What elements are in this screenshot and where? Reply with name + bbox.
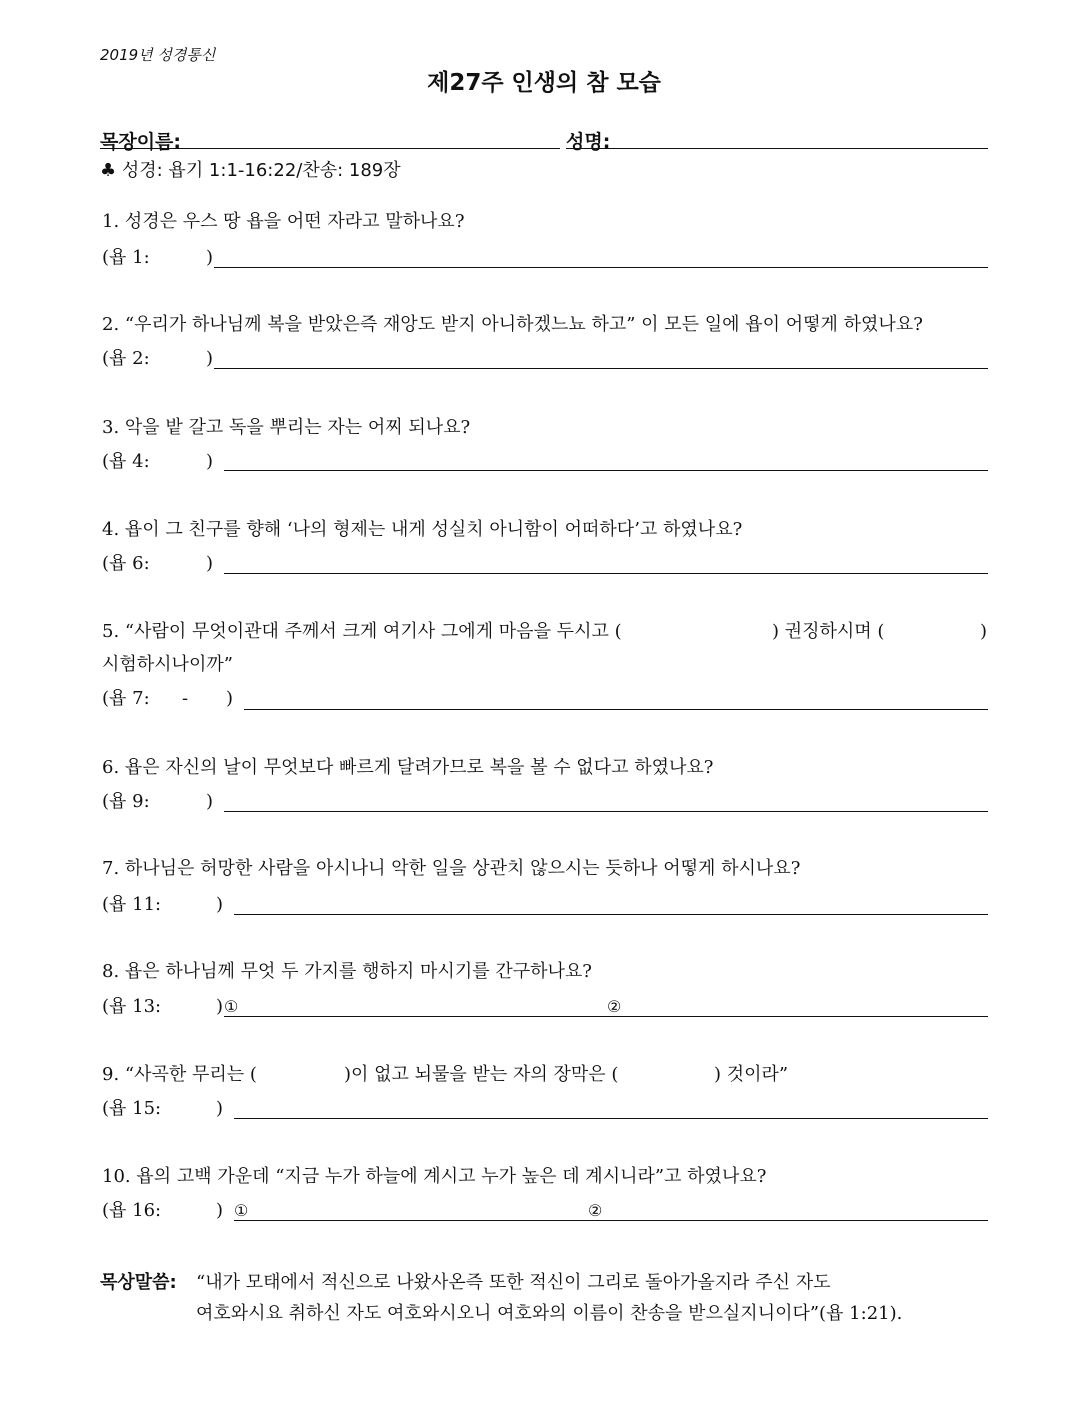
question-5-ref-close: ): [226, 688, 234, 709]
question-3-ref-close: ): [206, 451, 214, 472]
question-7: 7. 하나님은 허망한 사람을 아시나니 악한 일을 상관치 않으시는 듯하나 어떻게 하시나요?: [102, 858, 801, 879]
answer-line-3[interactable]: [224, 470, 988, 471]
group-name-label: 목장이름:: [100, 131, 182, 153]
page-title: 제27주 인생의 참 모습: [427, 70, 661, 96]
question-9-blank-close-1: )이 없고 뇌물을 받는 자의 장막은 (: [344, 1064, 619, 1085]
question-5-line2: 시험하시나이까”: [102, 654, 233, 675]
answer-line-6[interactable]: [224, 811, 988, 812]
question-3-ref: (욥 4:: [102, 451, 150, 472]
question-2-ref: (욥 2:: [102, 348, 150, 369]
motto-verse-line-2: 여호와시요 취하신 자도 여호와시오니 여호와의 이름이 찬송을 받으실지니이다”(욥 1:21).: [196, 1303, 903, 1324]
answer-8-mark-1: ①: [224, 997, 239, 1016]
scripture-row: [100, 156, 401, 182]
question-5-ref-dash: -: [182, 688, 189, 709]
answer-line-8[interactable]: [224, 1016, 988, 1017]
answer-line-2[interactable]: [214, 368, 988, 369]
answer-line-1[interactable]: [214, 267, 988, 268]
answer-10-mark-1: ①: [234, 1201, 249, 1220]
question-5-blank-close-1: ) 권징하시며 (: [772, 621, 885, 642]
question-6-ref-close: ): [206, 791, 214, 812]
question-4-ref: (욥 6:: [102, 553, 150, 574]
question-7-ref-close: ): [216, 894, 224, 915]
motto-label: 목상말씀:: [100, 1272, 177, 1293]
answer-line-5[interactable]: [244, 709, 988, 710]
question-5-ref: (욥 7:: [102, 688, 150, 709]
question-1-ref: (욥 1:: [102, 247, 150, 268]
question-9-ref-close: ): [216, 1098, 224, 1119]
question-7-ref: (욥 11:: [102, 894, 162, 915]
scripture-text: 성경: 욥기 1:1-16:22/찬송: 189장: [121, 160, 401, 181]
question-6-ref: (욥 9:: [102, 791, 150, 812]
question-2-ref-close: ): [206, 348, 214, 369]
question-4: 4. 욥이 그 친구를 향해 ‘나의 형제는 내게 성실치 아니함이 어떠하다’고 하였나요?: [102, 519, 743, 540]
answer-line-9[interactable]: [234, 1118, 988, 1119]
question-5-blank-close-2: ): [980, 621, 988, 642]
question-10-ref-close: ): [216, 1200, 224, 1221]
club-suit-icon: ♣: [100, 160, 117, 181]
question-6: 6. 욥은 자신의 날이 무엇보다 빠르게 달려가므로 복을 볼 수 없다고 하였나요?: [102, 757, 714, 778]
question-9-blank-close-2: ) 것이라”: [714, 1064, 789, 1085]
question-1-ref-close: ): [206, 247, 214, 268]
answer-line-7[interactable]: [234, 914, 988, 915]
question-5: 5. “사람이 무엇이관대 주께서 크게 여기사 그에게 마음을 두시고 (: [102, 621, 622, 642]
question-8-ref-close: ): [216, 996, 224, 1017]
motto-verse-line-1: “내가 모태에서 적신으로 나왔사온즉 또한 적신이 그리로 돌아가올지라 주신 자도: [196, 1272, 831, 1293]
question-9-ref: (욥 15:: [102, 1098, 162, 1119]
question-8-ref: (욥 13:: [102, 996, 162, 1017]
answer-10-mark-2: ②: [588, 1201, 603, 1220]
question-2: 2. “우리가 하나님께 복을 받았은즉 재앙도 받지 아니하겠느뇨 하고” 이 모든 일에 욥이 어떻게 하였나요?: [102, 314, 923, 335]
question-8: 8. 욥은 하나님께 무엇 두 가지를 행하지 마시기를 간구하나요?: [102, 961, 592, 982]
group-name-field[interactable]: [100, 148, 560, 149]
question-10-ref: (욥 16:: [102, 1200, 162, 1221]
question-3: 3. 악을 밭 갈고 독을 뿌리는 자는 어찌 되나요?: [102, 417, 471, 438]
header-note: 2019년 성경통신: [100, 46, 216, 64]
answer-line-10[interactable]: [234, 1220, 988, 1221]
question-4-ref-close: ): [206, 553, 214, 574]
question-9: 9. “사곡한 무리는 (: [102, 1064, 257, 1085]
answer-8-mark-2: ②: [607, 997, 622, 1016]
question-10: 10. 욥의 고백 가운데 “지금 누가 하늘에 계시고 누가 높은 데 계시니라”고 하였나요?: [102, 1166, 767, 1187]
name-label: 성명:: [566, 131, 611, 153]
question-1: 1. 성경은 우스 땅 욥을 어떤 자라고 말하나요?: [102, 211, 465, 232]
name-field[interactable]: [566, 148, 988, 149]
answer-line-4[interactable]: [224, 573, 988, 574]
